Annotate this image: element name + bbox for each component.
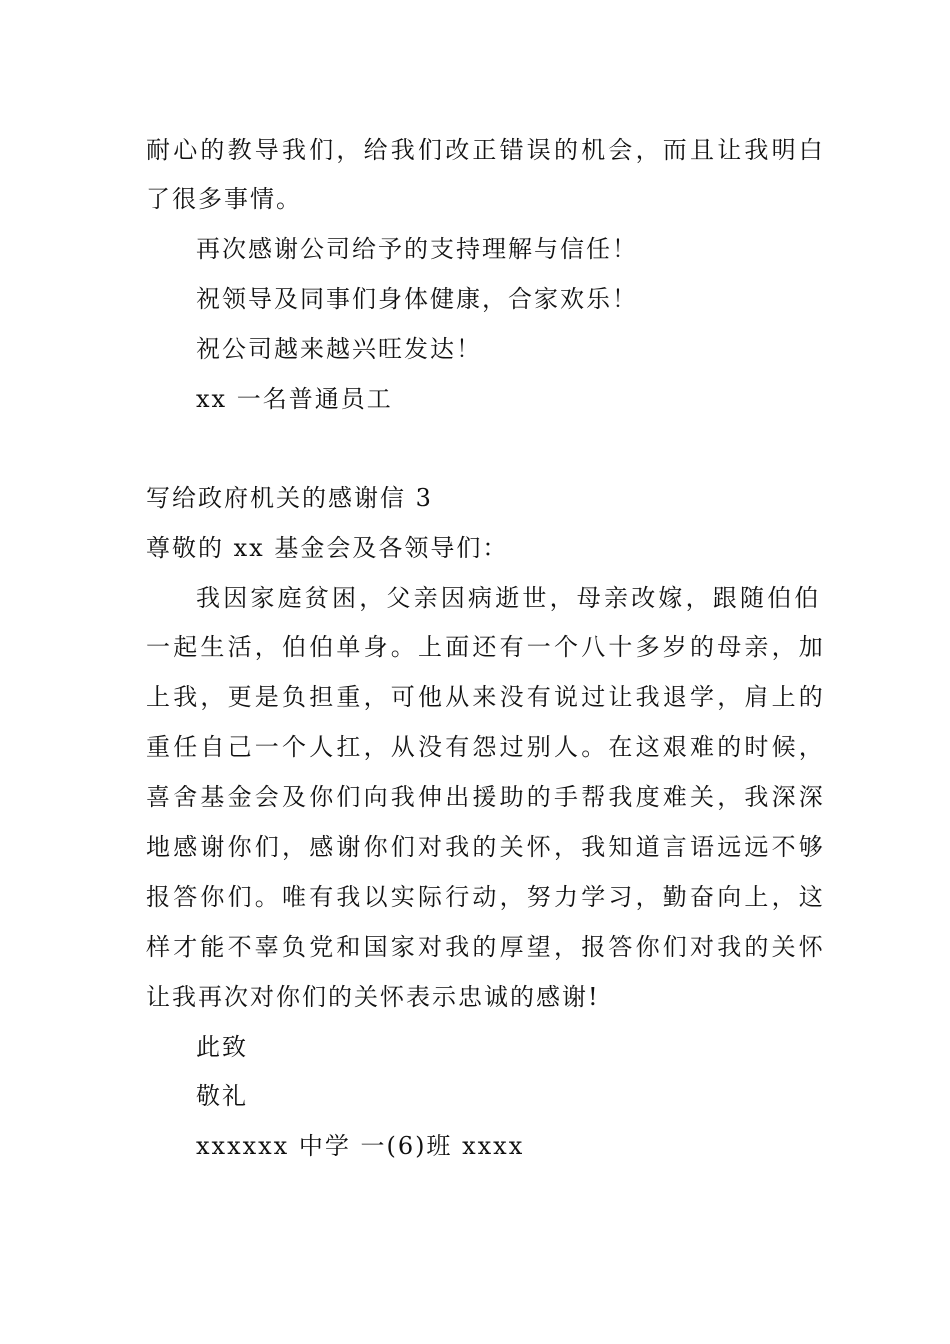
- salutation: 尊敬的 xx 基金会及各领导们：: [146, 534, 509, 562]
- closing-line: 祝领导及同事们身体健康，合家欢乐！: [196, 285, 638, 313]
- paragraph-line: 让我再次对你们的关怀表示忠诚的感谢!: [146, 983, 600, 1011]
- paragraph-line: 耐心的教导我们，给我们改正错误的机会，而且让我明白: [146, 136, 826, 164]
- closing-line: 再次感谢公司给予的支持理解与信任！: [196, 235, 638, 263]
- paragraph-line: 重任自己一个人扛，从没有怨过别人。在这艰难的时候，: [146, 733, 826, 761]
- paragraph-line: 地感谢你们，感谢你们对我的关怀，我知道言语远远不够: [146, 833, 826, 861]
- paragraph-line: 样才能不辜负党和国家对我的厚望，报答你们对我的关怀: [146, 933, 826, 961]
- paragraph-line: 我因家庭贫困，父亲因病逝世，母亲改嫁，跟随伯伯: [196, 584, 822, 612]
- letter-title: 写给政府机关的感谢信 3: [146, 484, 433, 512]
- paragraph-line: 一起生活，伯伯单身。上面还有一个八十多岁的母亲，加: [146, 633, 826, 661]
- paragraph-line: 报答你们。唯有我以实际行动，努力学习，勤奋向上，这: [146, 883, 826, 911]
- closing-line: 此致: [196, 1033, 248, 1061]
- paragraph-line: 喜舍基金会及你们向我伸出援助的手帮我度难关，我深深: [146, 783, 826, 811]
- closing-line: 祝公司越来越兴旺发达！: [196, 335, 482, 363]
- signature-line: xx 一名普通员工: [196, 385, 393, 413]
- paragraph-line: 上我，更是负担重，可他从来没有说过让我退学，肩上的: [146, 683, 826, 711]
- closing-line: 敬礼: [196, 1082, 248, 1110]
- signature-line: xxxxxx 中学 一(6)班 xxxx: [196, 1132, 525, 1160]
- paragraph-line: 了很多事情。: [146, 185, 302, 213]
